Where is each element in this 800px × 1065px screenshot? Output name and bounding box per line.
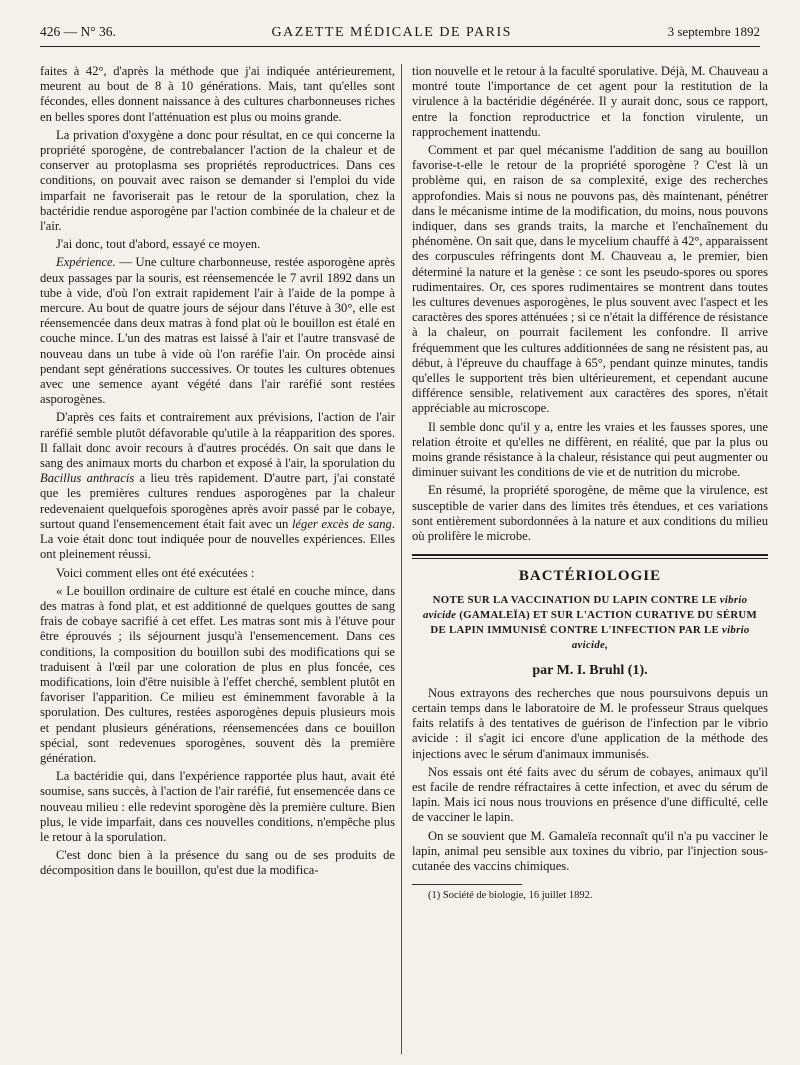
- experiment-label: Expérience.: [56, 255, 116, 270]
- section-rule: [412, 554, 768, 556]
- page-number: 426 — N° 36.: [40, 24, 116, 39]
- paragraph: Comment et par quel mécanisme l'addition de sang au bouillon favorise-t-elle le retour de la propriété sporogène ? C'est là un problème qui, en raison de sa complexité, exige des recherches approfondies. Mais si nous ne pouvons pas, dès maintenant, pénétrer dans le mécanisme intime de la modification, du moins, nous pouvons indiquer, dans ses grands traits, la marche et l'enchaînement du phénomène. On sait que, dans le mycelium chauffé à 42°, apparaissent des corpuscules réfringents dont M. Chauveau a, le premier, bien déterminé la nature et la genèse : ce sont les pseudo-spores ou spores rudimentaires. Or, ces spores rudimentaires se montrent dans toutes les cultures devenues asporogènes, le plus souvent avec l'aspect et les caractères des spores atténuées ; si ce n'était la différence de résistance à la chaleur, on pourrait facilement les confondre. Il arrive fréquemment que les cultures additionnées de sang ne résistent pas, au début, à l'épreuve du chauffage à 65°, pendant quinze minutes, tandis qu'elles le supportent très bien ultérieurement, et cependant aucune différence sensible, relativement aux caractères des spores, n'était appréciable au microscope.: [412, 143, 768, 416]
- footnote: (1) Société de biologie, 16 juillet 1892.: [428, 890, 593, 902]
- author-byline: par M. I. Bruhl (1).: [532, 662, 648, 678]
- quoted-paragraph: « Le bouillon ordinaire de culture est étalé en couche mince, dans des matras à fond plat, et est additionné de quelques gouttes de sang frais de cobaye sacrifié à cet effet. Les matras sont mis à l'étuve pour être éprouvés ; ils séjournent jusqu'à l'ensemencement. Dans ces conditions, la composition du bouillon subi des modifications qui se traduisent à l'œil par une coloration de plus en plus foncée, ces modifications, loin d'être nuisible à l'effet cherché, semblent plutôt en favoriser l'apparition. Ce milieu est éminemment favorable à la sporulation. Des cultures, restées asporogènes depuis plusieurs mois et pendant plusieurs générations, réensemencées dans ce bouillon spécial, sont redevenues sporogènes, souvent dès la première génération.: [40, 583, 395, 765]
- footnote-rule: [412, 884, 522, 885]
- paragraph: La bactéridie qui, dans l'expérience rapportée plus haut, avait été soumise, sans succès, à l'action de l'air raréfié, fut ensemencée dans ce nouveau milieu : elle redevint sporogène dès la première culture. Bien plus, le vide imparfait, dans ces nouvelles conditions, n'empêche plus le retour à la sporulation.: [40, 769, 395, 844]
- issue-date: 3 septembre 1892: [667, 24, 760, 39]
- paragraph: Voici comment elles ont été exécutées :: [56, 565, 255, 580]
- emphasis: léger excès de sang: [291, 516, 392, 531]
- experiment-text: — Une culture charbonneuse, restée asporogène après deux passages par la souris, est réensemencée le 7 avril 1892 dans un tube à vide, d'où l'on extrait rapidement l'air à l'aide de la pompe à mercure. Au bout de quatre jours de séjour dans l'étuve à 30°, elle est réensemencée dans deux matras à fond plat où le bouillon est étalé en couche mince. L'un des matras est laissé à l'air et l'autre transvasé de nouveau dans un tube à vide où l'on raréfie l'air. On procède ainsi pendant sept générations successives. Or toutes les cultures obtenues avec une semence ayant végété dans l'air raréfié sont restées asporogènes.: [40, 255, 395, 407]
- paragraph-text: D'après ces faits et contrairement aux prévisions, l'action de l'air raréfié semble plutôt défavorable qu'utile à la réapparition des spores. Il fallait donc avoir recours à d'autres procédés. On sait que dans le sang des animaux morts du charbon et exposé à l'air, la sporulation du: [40, 410, 395, 471]
- section-rule: [412, 558, 768, 559]
- paragraph: tion nouvelle et le retour à la faculté sporulative. Déjà, M. Chauveau a montré toute l'importance de cet agent pour la restitution de la virulence à la bactéridie dégénérée. Il y aurait donc, sous ce rapport, entre la fonction reproductrice et la fonction virulente, un rapprochement inattendu.: [412, 64, 768, 139]
- paragraph: [40, 410, 395, 562]
- page-header: [40, 24, 760, 47]
- paragraph: J'ai donc, tout d'abord, essayé ce moyen.: [56, 237, 261, 252]
- left-column: [40, 64, 395, 882]
- paragraph: Il semble donc qu'il y a, entre les vraies et les fausses spores, une relation étroite et qu'elles ne diffèrent, en réalité, que par la plus ou moins grande résistance à la chaleur, résistance qui peut augmenter ou diminuer suivant les conditions de vie et de nutrition du microbe.: [412, 419, 768, 480]
- paragraph: En résumé, la propriété sporogène, de même que la virulence, est susceptible de varier dans des limites très étendues, et ces variations sont entièrement subordonnées à la nature et aux conditions du milieu où prolifère le microbe.: [412, 483, 768, 544]
- paragraph: La privation d'oxygène a donc pour résultat, en ce qui concerne la propriété sporogène, de contrebalancer l'action de la chaleur et de conserver au protoplasma ses propriétés reproductrices. Dans ces conditions, on pouvait avec raison se demander si l'emploi du vide imparfait ne favoriserait pas le retour de la sporulation, chez la bactéridie rendue asporogène par l'action combinée de la chaleur et de l'air.: [40, 127, 395, 234]
- title-text: (GAMALEÏA) ET SUR L'ACTION CURATIVE DU SÉRUM DE LAPIN IMMUNISÉ CONTRE L'INFECTION PAR LE: [430, 608, 758, 636]
- paragraph: Nos essais ont été faits avec du sérum de cobayes, animaux qu'il est facile de rendre réfractaires à cette infection, et avec du sérum de lapin. Mais ici nous nous trouvions en présence d'une difficulté, celle de vacciner le lapin.: [412, 764, 768, 825]
- title-italic: vibrio avicide,: [571, 623, 750, 651]
- paragraph: Nous extrayons des recherches que nous poursuivons depuis un certain temps dans le laboratoire de M. le professeur Straus quelques faits relatifs à des tentatives de guérison de l'infection par le vibrio avicide : il s'agit ici encore d'une application de la méthode des injections avec le sérum d'animaux immunisés.: [412, 685, 768, 761]
- paragraph: C'est donc bien à la présence du sang ou de ses produits de décomposition dans le bouillon, qu'est due la modifica-: [40, 848, 395, 878]
- experiment-paragraph: [40, 255, 395, 407]
- paragraph: faites à 42°, d'après la méthode que j'ai indiquée antérieurement, meurent au bout de 8 à 10 générations. Mais, tant qu'elles sont fécondes, elles donnent naissance à des cultures charbonneuses riches en belles spores dont l'atténuation est plus ou moins grande.: [40, 64, 395, 124]
- title-italic: vibrio avicide: [422, 593, 748, 621]
- title-text: NOTE SUR LA VACCINATION DU LAPIN CONTRE LE: [432, 593, 720, 606]
- paragraph: On se souvient que M. Gamaleïa reconnaît qu'il n'a pu vacciner le lapin, animal peu sensible aux toxines du vibrio, par l'injection sous-cutanée des vaccins chimiques.: [412, 828, 768, 873]
- paragraph-text: a lieu très rapidement. D'autre part, j'ai constaté que les premières cultures rendues asporogènes par la chaleur redevenaient quelquefois sporogènes après avoir passé par le cobaye, surtout quand l'ensemencement était fait avec un: [40, 471, 395, 531]
- species-name: Bacillus anthracis: [40, 471, 135, 486]
- section-heading: BACTÉRIOLOGIE: [518, 568, 662, 585]
- paragraph-text: . La voie était donc tout indiquée pour de nouvelles expériences. Elles ont pleinement réussi.: [40, 516, 395, 562]
- journal-title: GAZETTE MÉDICALE DE PARIS: [271, 25, 512, 40]
- article-title: [418, 593, 762, 653]
- right-column: [412, 64, 768, 902]
- column-divider: [401, 64, 402, 1054]
